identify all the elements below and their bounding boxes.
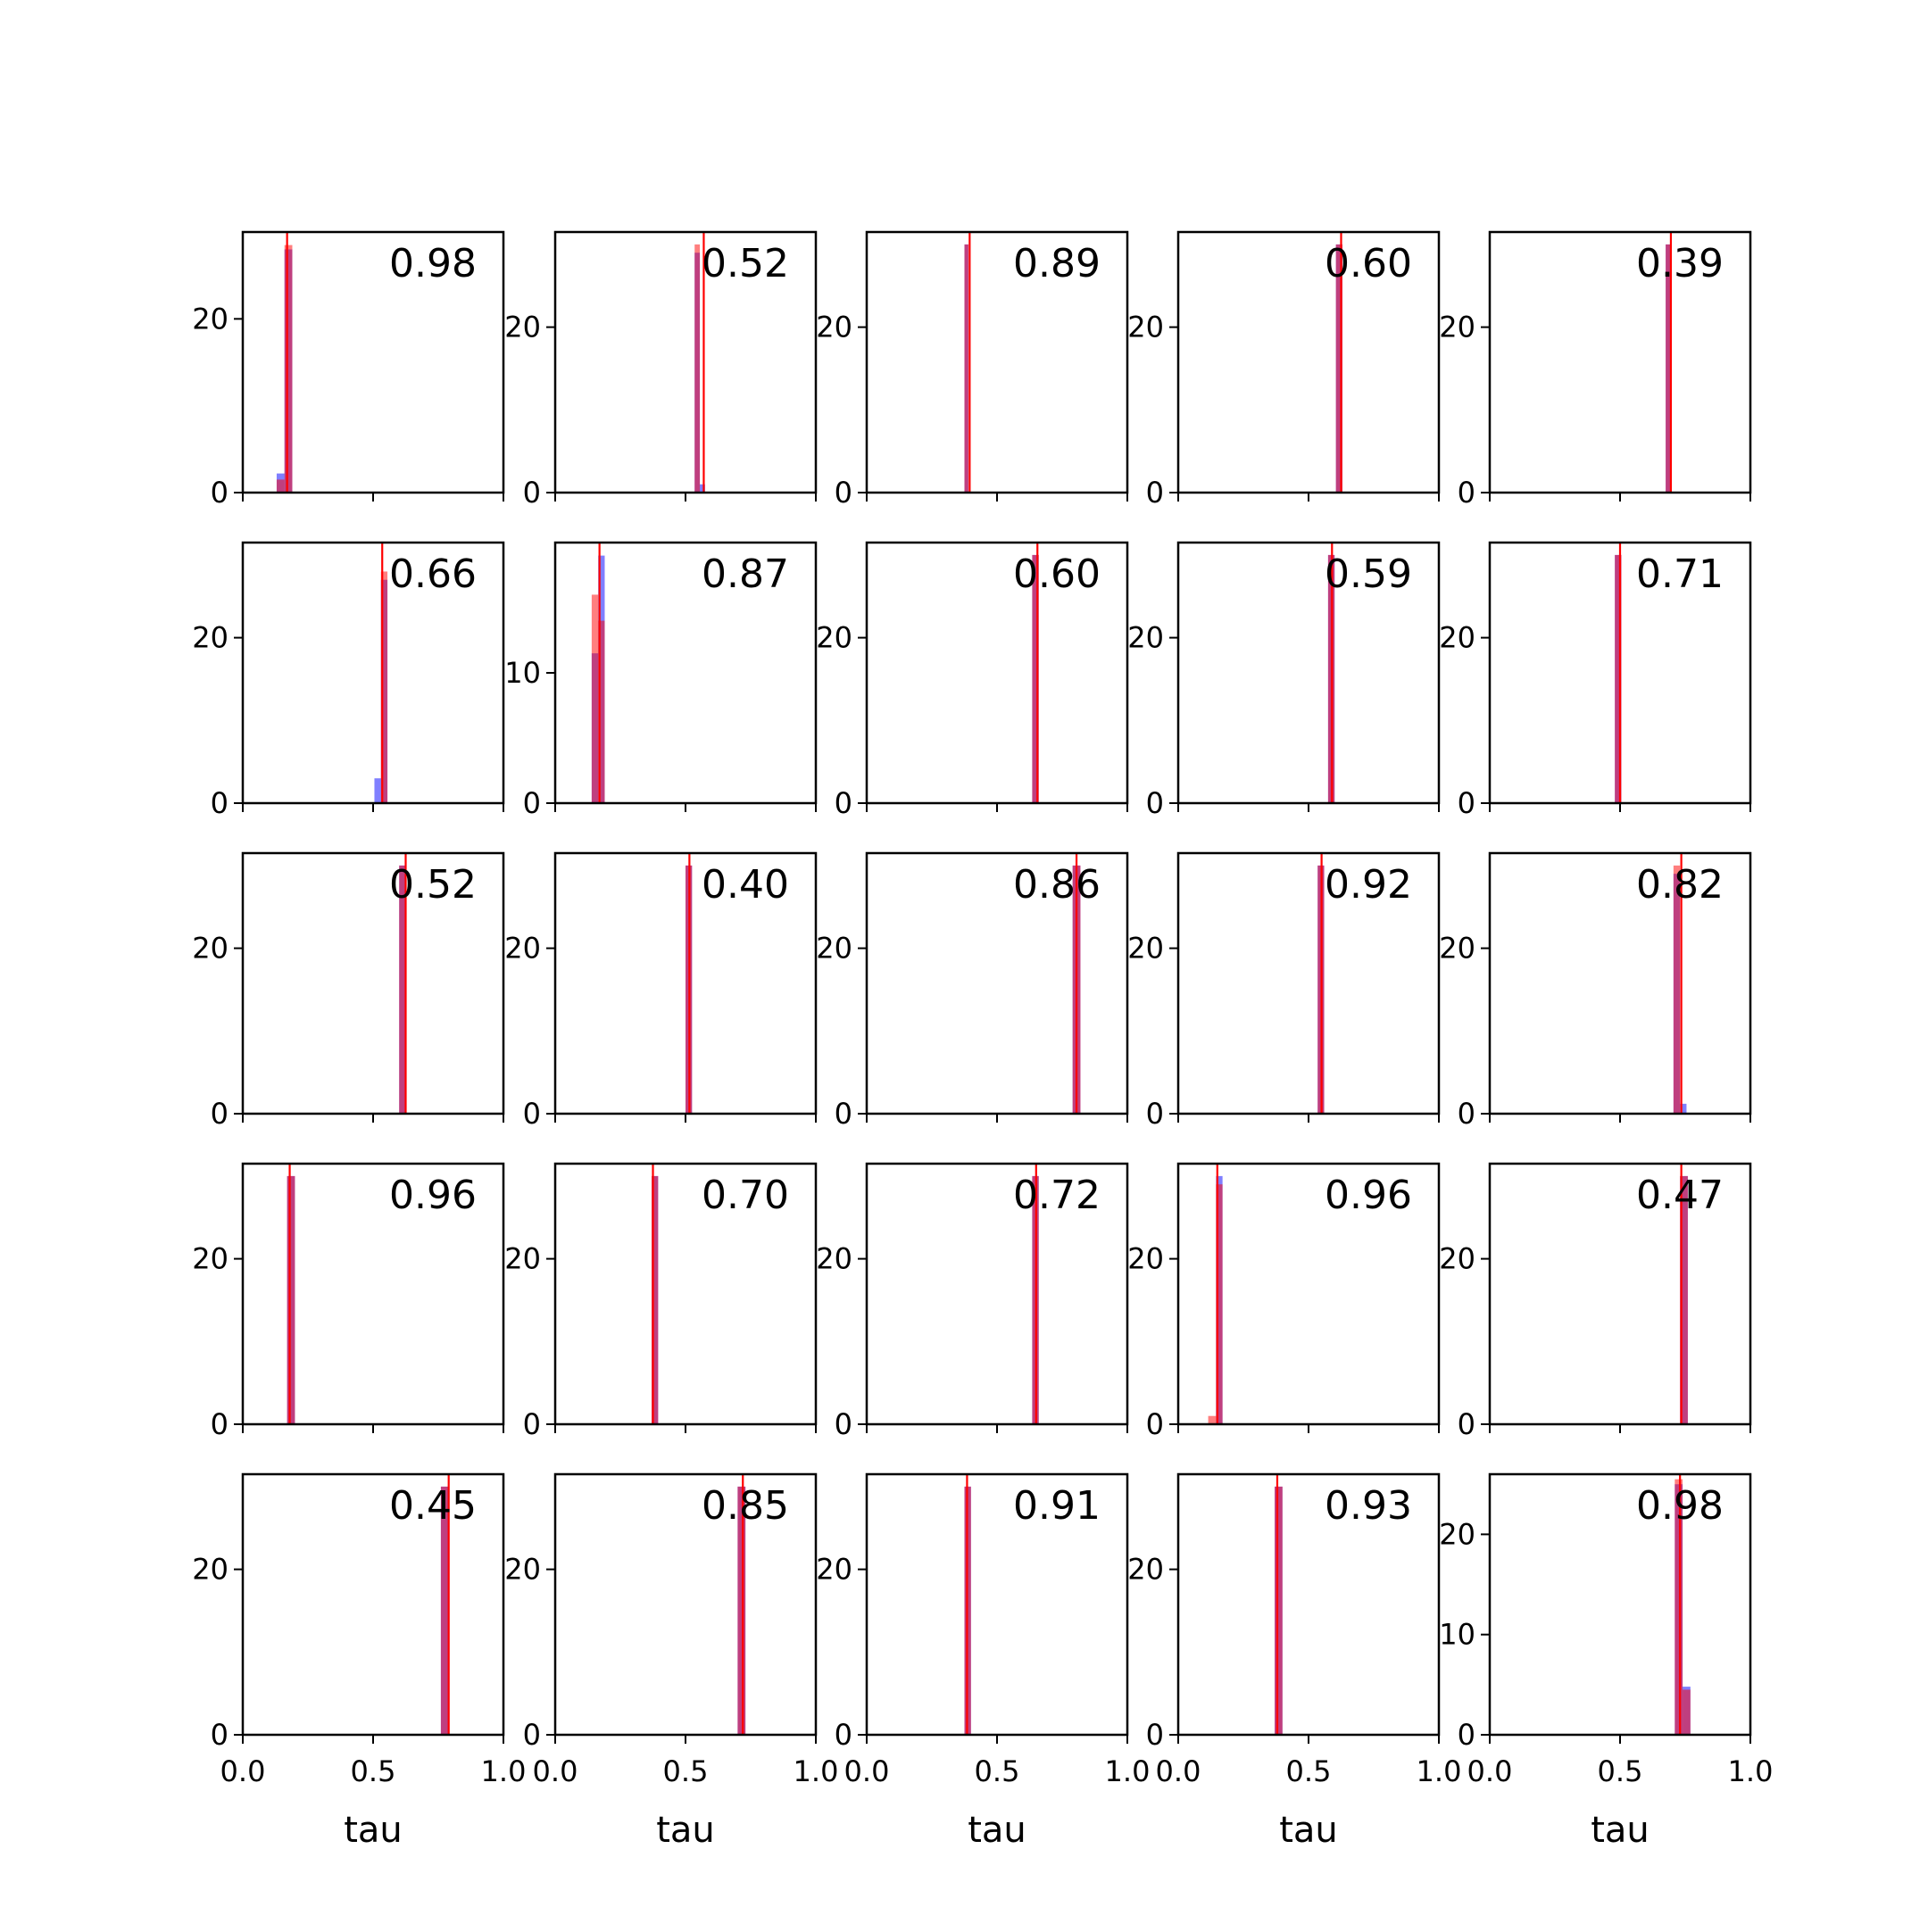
x-tick-label: 0.5 bbox=[662, 1754, 709, 1788]
histogram-bar-red bbox=[285, 245, 293, 493]
y-tick-label: 0 bbox=[1457, 476, 1475, 510]
x-tick-label: 0.0 bbox=[1467, 1754, 1513, 1788]
x-axis-label: tau bbox=[1591, 1810, 1650, 1851]
annotation-value: 0.96 bbox=[389, 1173, 477, 1218]
annotation-value: 0.60 bbox=[1013, 551, 1101, 597]
annotation-value: 0.47 bbox=[1636, 1173, 1724, 1218]
annotation-value: 0.96 bbox=[1325, 1173, 1412, 1218]
subplot-2 bbox=[504, 232, 816, 510]
annotation-value: 0.82 bbox=[1636, 862, 1724, 908]
y-tick-label: 0 bbox=[210, 1097, 229, 1131]
annotation-value: 0.52 bbox=[702, 241, 789, 286]
annotation-value: 0.59 bbox=[1325, 551, 1412, 597]
x-tick-label: 0.0 bbox=[220, 1754, 266, 1788]
y-tick-label: 20 bbox=[192, 1241, 229, 1276]
y-tick-label: 20 bbox=[1439, 931, 1475, 966]
x-tick-label: 1.0 bbox=[1416, 1754, 1462, 1788]
subplot-17 bbox=[504, 1164, 816, 1441]
y-tick-label: 20 bbox=[192, 1552, 229, 1587]
x-tick-label: 0.5 bbox=[350, 1754, 396, 1788]
y-tick-label: 20 bbox=[1127, 310, 1164, 344]
subplot-16 bbox=[192, 1164, 503, 1441]
y-tick-label: 0 bbox=[1457, 1407, 1475, 1441]
subplot-22 bbox=[504, 1474, 838, 1851]
y-tick-label: 0 bbox=[522, 786, 541, 820]
y-tick-label: 0 bbox=[522, 1097, 541, 1131]
annotation-value: 0.93 bbox=[1325, 1483, 1412, 1529]
y-tick-label: 20 bbox=[192, 620, 229, 655]
subplot-25 bbox=[1439, 1474, 1773, 1851]
y-tick-label: 20 bbox=[192, 302, 229, 336]
subplot-8 bbox=[816, 543, 1127, 820]
x-tick-label: 0.5 bbox=[974, 1754, 1020, 1788]
x-axis-label: tau bbox=[968, 1810, 1026, 1851]
y-tick-label: 20 bbox=[816, 620, 852, 655]
subplot-23 bbox=[816, 1474, 1150, 1851]
histogram-bar-red bbox=[1209, 1416, 1217, 1424]
x-tick-label: 0.0 bbox=[1155, 1754, 1201, 1788]
subplot-7 bbox=[504, 543, 816, 820]
x-tick-label: 1.0 bbox=[1104, 1754, 1151, 1788]
annotation-value: 0.60 bbox=[1325, 241, 1412, 286]
subplot-20 bbox=[1439, 1164, 1750, 1441]
y-tick-label: 20 bbox=[192, 931, 229, 966]
y-tick-label: 20 bbox=[816, 1552, 852, 1587]
histogram-bar-blue bbox=[374, 778, 380, 803]
histogram-bar-red bbox=[1683, 1689, 1691, 1735]
subplot-5 bbox=[1439, 232, 1750, 510]
x-tick-label: 1.0 bbox=[793, 1754, 839, 1788]
y-tick-label: 20 bbox=[816, 310, 852, 344]
y-tick-label: 0 bbox=[1457, 786, 1475, 820]
y-tick-label: 0 bbox=[210, 1718, 229, 1752]
x-tick-label: 1.0 bbox=[1727, 1754, 1774, 1788]
y-tick-label: 10 bbox=[504, 656, 541, 690]
y-tick-label: 0 bbox=[210, 476, 229, 510]
y-tick-label: 0 bbox=[522, 476, 541, 510]
y-tick-label: 20 bbox=[1127, 620, 1164, 655]
annotation-value: 0.86 bbox=[1013, 862, 1101, 908]
y-tick-label: 0 bbox=[1145, 476, 1164, 510]
annotation-value: 0.70 bbox=[702, 1173, 789, 1218]
histogram-bar-red bbox=[694, 245, 700, 493]
y-tick-label: 0 bbox=[834, 1407, 852, 1441]
y-tick-label: 0 bbox=[1457, 1718, 1475, 1752]
y-tick-label: 20 bbox=[1439, 1241, 1475, 1276]
annotation-value: 0.72 bbox=[1013, 1173, 1101, 1218]
subplot-3 bbox=[816, 232, 1127, 510]
annotation-value: 0.39 bbox=[1636, 241, 1724, 286]
x-tick-label: 0.5 bbox=[1597, 1754, 1643, 1788]
subplot-15 bbox=[1439, 853, 1750, 1131]
subplot-24 bbox=[1127, 1474, 1461, 1851]
y-tick-label: 20 bbox=[1439, 620, 1475, 655]
y-tick-label: 0 bbox=[1145, 1407, 1164, 1441]
y-tick-label: 20 bbox=[504, 931, 541, 966]
histogram-bar-red bbox=[287, 1176, 295, 1424]
annotation-value: 0.71 bbox=[1636, 551, 1724, 597]
x-tick-label: 0.0 bbox=[532, 1754, 578, 1788]
subplot-21 bbox=[192, 1474, 526, 1851]
y-tick-label: 20 bbox=[504, 1552, 541, 1587]
y-tick-label: 0 bbox=[1457, 1097, 1475, 1131]
y-tick-label: 0 bbox=[1145, 786, 1164, 820]
annotation-value: 0.40 bbox=[702, 862, 789, 908]
annotation-value: 0.85 bbox=[702, 1483, 789, 1529]
subplot-12 bbox=[504, 853, 816, 1131]
subplot-1 bbox=[192, 232, 503, 510]
y-tick-label: 0 bbox=[834, 786, 852, 820]
y-tick-label: 20 bbox=[1439, 1517, 1475, 1552]
y-tick-label: 20 bbox=[816, 931, 852, 966]
y-tick-label: 0 bbox=[834, 1097, 852, 1131]
x-tick-label: 1.0 bbox=[480, 1754, 527, 1788]
subplot-19 bbox=[1127, 1164, 1439, 1441]
histogram-bar-red bbox=[277, 479, 285, 493]
annotation-value: 0.45 bbox=[389, 1483, 477, 1529]
y-tick-label: 20 bbox=[504, 310, 541, 344]
y-tick-label: 0 bbox=[1145, 1097, 1164, 1131]
subplot-18 bbox=[816, 1164, 1127, 1441]
subplot-9 bbox=[1127, 543, 1439, 820]
annotation-value: 0.89 bbox=[1013, 241, 1101, 286]
y-tick-label: 20 bbox=[1127, 931, 1164, 966]
annotation-value: 0.98 bbox=[1636, 1483, 1724, 1529]
x-axis-label: tau bbox=[1279, 1810, 1338, 1851]
histogram-bar-red bbox=[965, 245, 968, 493]
y-tick-label: 10 bbox=[1439, 1617, 1475, 1652]
annotation-value: 0.52 bbox=[389, 862, 477, 908]
subplot-6 bbox=[192, 543, 503, 820]
annotation-value: 0.87 bbox=[702, 551, 789, 597]
y-tick-label: 20 bbox=[1127, 1552, 1164, 1587]
y-tick-label: 0 bbox=[1145, 1718, 1164, 1752]
histogram-bar-red bbox=[592, 594, 598, 803]
y-tick-label: 0 bbox=[210, 786, 229, 820]
annotation-value: 0.98 bbox=[389, 241, 477, 286]
y-tick-label: 20 bbox=[816, 1241, 852, 1276]
y-tick-label: 0 bbox=[834, 1718, 852, 1752]
annotation-value: 0.66 bbox=[389, 551, 477, 597]
annotation-value: 0.92 bbox=[1325, 862, 1412, 908]
subplot-14 bbox=[1127, 853, 1439, 1131]
x-axis-label: tau bbox=[344, 1810, 403, 1851]
annotation-value: 0.91 bbox=[1013, 1483, 1101, 1529]
x-tick-label: 0.5 bbox=[1285, 1754, 1332, 1788]
subplot-11 bbox=[192, 853, 503, 1131]
y-tick-label: 0 bbox=[210, 1407, 229, 1441]
y-tick-label: 0 bbox=[522, 1407, 541, 1441]
subplot-4 bbox=[1127, 232, 1439, 510]
x-tick-label: 0.0 bbox=[844, 1754, 890, 1788]
y-tick-label: 20 bbox=[1439, 310, 1475, 344]
y-tick-label: 0 bbox=[522, 1718, 541, 1752]
y-tick-label: 0 bbox=[834, 476, 852, 510]
histogram-bar-red bbox=[1275, 1487, 1283, 1735]
y-tick-label: 20 bbox=[1127, 1241, 1164, 1276]
subplot-10 bbox=[1439, 543, 1750, 820]
subplot-13 bbox=[816, 853, 1127, 1131]
x-axis-label: tau bbox=[656, 1810, 715, 1851]
y-tick-label: 20 bbox=[504, 1241, 541, 1276]
